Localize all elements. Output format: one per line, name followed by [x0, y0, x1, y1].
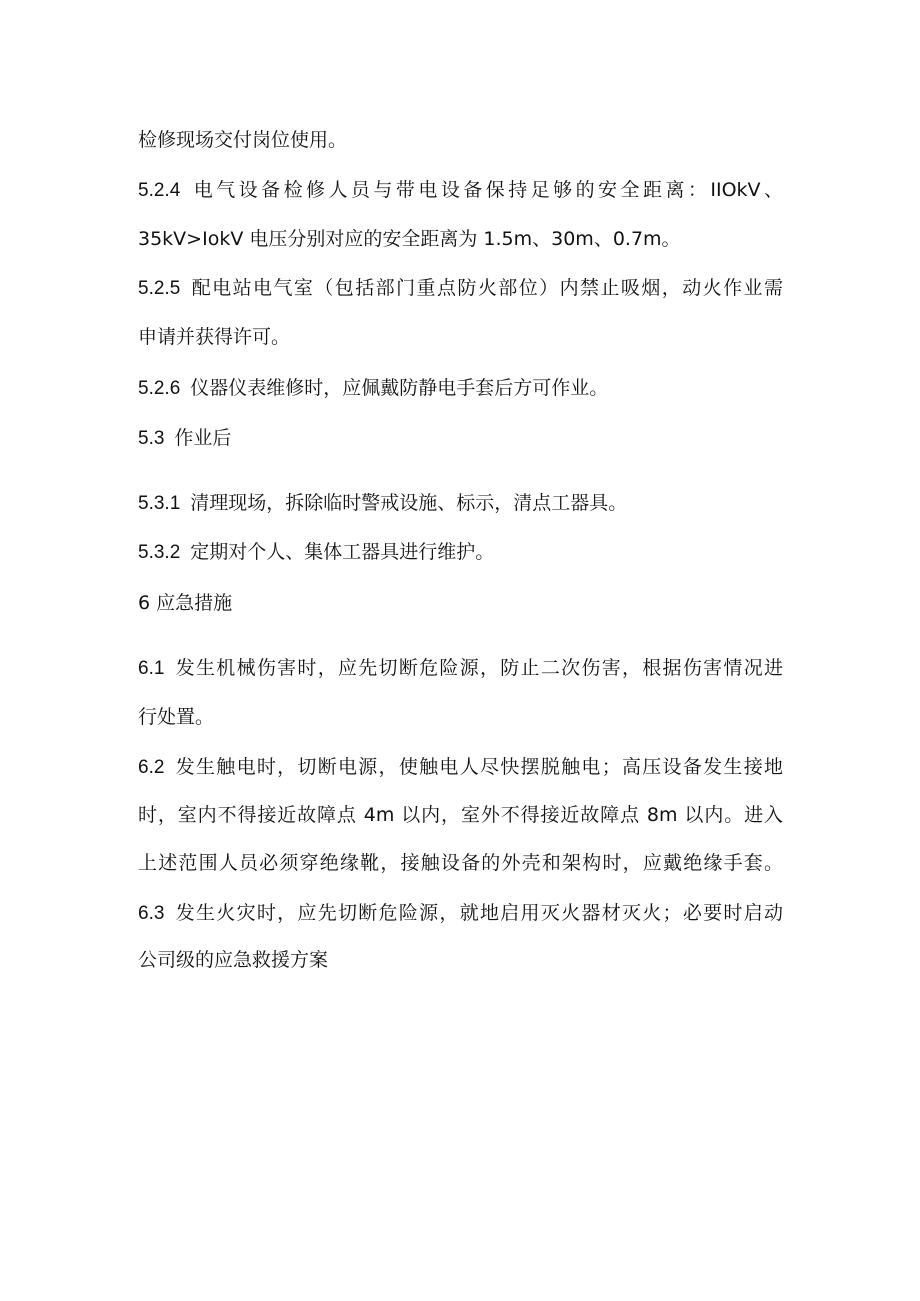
- line-text: 行处置。: [138, 706, 215, 728]
- section-heading: [138, 591, 232, 615]
- section-number: 5.2.5: [138, 278, 181, 299]
- text-line: [138, 178, 783, 203]
- heading-text: 作业后: [174, 427, 232, 449]
- text-line: [138, 128, 347, 152]
- section-number: 5.2.6: [138, 378, 181, 399]
- line-text: 35kV>IokV 电压分别对应的安全距离为 1.5m、30m、0.7m。: [138, 228, 681, 250]
- text-line: [138, 901, 783, 926]
- section-number: 6.2: [138, 757, 165, 778]
- line-text: 时，室内不得接近故障点 4m 以内，室外不得接近故障点 8m 以内。进入: [138, 804, 783, 826]
- text-line: [138, 705, 214, 729]
- line-text: 电气设备检修人员与带电设备保持足够的安全距离：IIOkV、: [190, 179, 783, 201]
- text-line: [138, 325, 290, 349]
- text-line: [138, 803, 783, 827]
- section-number: 5.3.1: [138, 493, 181, 514]
- text-line: [138, 656, 783, 681]
- heading-text: 6 应急措施: [138, 592, 233, 614]
- text-line: [138, 851, 783, 875]
- section-number: 5.3.2: [138, 542, 181, 563]
- line-text: 发生火灾时，应先切断危险源，就地启用灭火器材灭火；必要时启动: [174, 902, 783, 924]
- line-text: 清理现场，拆除临时警戒设施、标示，清点工器具。: [190, 492, 628, 514]
- section-number: 5.3: [138, 428, 165, 449]
- line-text: 发生机械伤害时，应先切断危险源，防止二次伤害，根据伤害情况进: [174, 657, 783, 679]
- section-number: 6.1: [138, 658, 165, 679]
- text-line: [138, 540, 494, 565]
- text-line: [138, 376, 608, 401]
- section-number: 5.2.4: [138, 180, 181, 201]
- text-line: [138, 755, 783, 780]
- text-line: [138, 276, 783, 301]
- text-line: [138, 948, 328, 972]
- text-line: [138, 491, 627, 516]
- line-text: 上述范围人员必须穿绝缘靴，接触设备的外壳和架构时，应戴绝缘手套。: [138, 852, 783, 874]
- text-line: [138, 227, 681, 251]
- line-text: 申请并获得许可。: [138, 326, 291, 348]
- line-text: 发生触电时，切断电源，使触电人尽快摆脱触电；高压设备发生接地: [174, 756, 783, 778]
- section-number: 6.3: [138, 903, 165, 924]
- line-text: 定期对个人、集体工器具进行维护。: [190, 541, 495, 563]
- line-text: 检修现场交付岗位使用。: [138, 129, 348, 151]
- line-text: 仪器仪表维修时，应佩戴防静电手套后方可作业。: [190, 377, 609, 399]
- section-heading: [138, 426, 231, 451]
- line-text: 配电站电气室（包括部门重点防火部位）内禁止吸烟，动火作业需: [190, 277, 783, 299]
- line-text: 公司级的应急救援方案: [138, 949, 329, 971]
